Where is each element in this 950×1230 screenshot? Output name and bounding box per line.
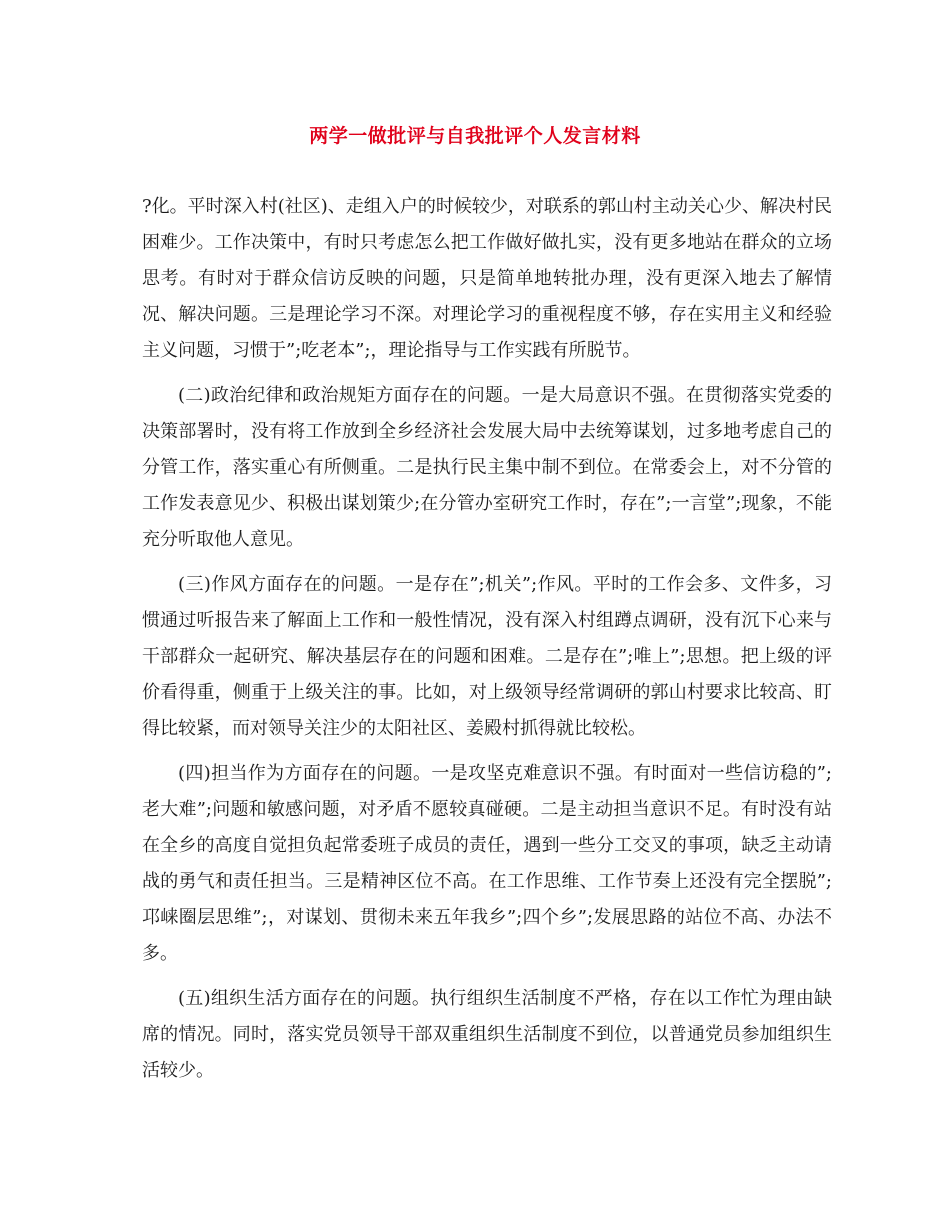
paragraph-work-style: (三)作风方面存在的问题。一是存在”;机关”;作风。平时的工作会多、文件多，习惯通过听报告来了解面上工作和一般性情况，没有深入村组蹲点调研，没有沉下心来与干部群众一起研究、解决基层存在的问题和困难。二是存在”;唯上”;思想。把上级的评价看得重，侧重于上级关注的事。比如，对上级领导经常调研的郭山村要求比较高、盯得比较紧，而对领导关注少的太阳社区、姜殿村抓得就比较松。 (142, 574, 832, 739)
paragraph-political-discipline: (二)政治纪律和政治规矩方面存在的问题。一是大局意识不强。在贯彻落实党委的决策部署时，没有将工作放到全乡经济社会发展大局中去统筹谋划，过多地考虑自己的分管工作，落实重心有所侧重。二是执行民主集中制不到位。在常委会上，对不分管的工作发表意见少、积极出谋划策少;在分管办室研究工作时，存在”;一言堂”;现象，不能充分听取他人意见。 (142, 385, 832, 550)
paragraph-continuation: ?化。平时深入村(社区)、走组入户的时候较少，对联系的郭山村主动关心少、解决村民困难少。工作决策中，有时只考虑怎么把工作做好做扎实，没有更多地站在群众的立场思考。有时对于群众信访反映的问题，只是简单地转批办理，没有更深入地去了解情况、解决问题。三是理论学习不深。对理论学习的重视程度不够，存在实用主义和经验主义问题，习惯于”;吃老本”;，理论指导与工作实践有所脱节。 (142, 196, 832, 361)
document-body (142, 189, 832, 1098)
document-title: 两学一做批评与自我批评个人发言材料 (309, 125, 641, 147)
paragraph-organizational-life: (五)组织生活方面存在的问题。执行组织生活制度不严格，存在以工作忙为理由缺席的情况。同时，落实党员领导干部双重组织生活制度不到位，以普通党员参加组织生活较少。 (142, 988, 832, 1081)
paragraph-responsibility: (四)担当作为方面存在的问题。一是攻坚克难意识不强。有时面对一些信访稳的”;老大难”;问题和敏感问题，对矛盾不愿较真碰硬。二是主动担当意识不足。有时没有站在全乡的高度自觉担负起常委班子成员的责任，遇到一些分工交叉的事项，缺乏主动请战的勇气和责任担当。三是精神区位不高。在工作思维、工作节奏上还没有完全摆脱”;邛崃圈层思维”;，对谋划、贯彻未来五年我乡”;四个乡”;发展思路的站位不高、办法不多。 (142, 763, 832, 964)
